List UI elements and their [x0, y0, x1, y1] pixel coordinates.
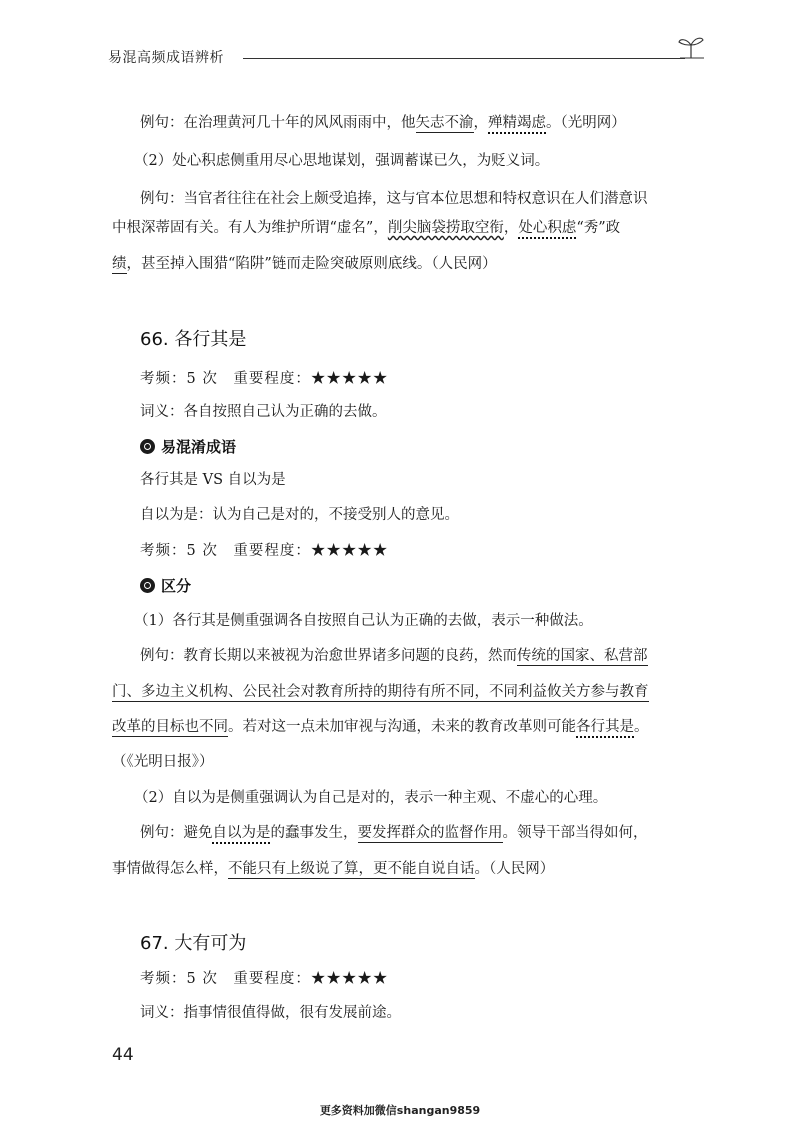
- word-meaning: 词义：各自按照自己认为正确的去做。: [140, 404, 387, 420]
- example-line: 例句：避免自以为是的蠢事发生，要发挥群众的监督作用。领导干部当得如何，: [140, 825, 648, 841]
- running-header-title: 易混高频成语辨析: [108, 50, 224, 66]
- frequency-rating: 考频：5 次 重要程度：★★★★★: [140, 543, 389, 559]
- example-line: 事情做得怎么样，不能只有上级说了算，更不能自说自话。（人民网）: [112, 861, 555, 877]
- meaning-paragraph: （2）处心积虑侧重用尽心思地谋划，强调蓄谋已久，为贬义词。: [134, 153, 550, 169]
- sprout-icon: [674, 30, 708, 64]
- example-line: 例句：当官者往往在社会上颇受追捧，这与官本位思想和特权意识在人们潜意识: [140, 191, 648, 207]
- difference-point: （1）各行其是侧重强调各自按照自己认为正确的去做，表示一种做法。: [134, 613, 593, 629]
- frequency-rating: 考频：5 次 重要程度：★★★★★: [140, 971, 389, 987]
- entry-title: 66. 各行其是: [140, 329, 247, 350]
- word-meaning: 词义：指事情很值得做，很有发展前途。: [140, 1005, 401, 1021]
- frequency-rating: 考频：5 次 重要程度：★★★★★: [140, 371, 389, 387]
- example-line: 绩，甚至掉入围猎“陷阱”链而走险突破原则底线。（人民网）: [112, 256, 497, 272]
- difference-point: （2）自以为是侧重强调认为自己是对的，表示一种主观、不虚心的心理。: [134, 790, 608, 806]
- example-line: 例句：教育长期以来被视为治愈世界诸多问题的良药，然而传统的国家、私营部: [140, 648, 648, 664]
- bullet-icon: [140, 578, 155, 593]
- comparison-line: 各行其是 VS 自以为是: [140, 472, 286, 488]
- example-sentence: 例句：在治理黄河几十年的风风雨雨中，他矢志不渝，殚精竭虑。（光明网）: [140, 115, 626, 131]
- example-line: 中根深蒂固有关。有人为维护所谓“虚名”，削尖脑袋捞取空衔，处心积虑“秀”政: [112, 220, 621, 236]
- example-line: 门、多边主义机构、公民社会对教育所持的期待有所不同，不同利益攸关方参与教育: [112, 684, 649, 700]
- example-line: 改革的目标也不同。若对这一点未加审视与沟通，未来的教育改革则可能各行其是。: [112, 719, 649, 735]
- footer-note: 更多资料加微信shangan9859: [319, 1104, 481, 1117]
- alt-meaning: 自以为是：认为自己是对的，不接受别人的意见。: [140, 507, 459, 523]
- entry-title: 67. 大有可为: [140, 933, 247, 954]
- page-number: 44: [112, 1045, 134, 1065]
- example-source: （《光明日报》）: [112, 754, 214, 770]
- section-heading-difference: 区分: [140, 575, 191, 596]
- header-rule: [243, 58, 685, 59]
- bullet-icon: [140, 439, 155, 454]
- section-heading-confusable: 易混淆成语: [140, 436, 236, 457]
